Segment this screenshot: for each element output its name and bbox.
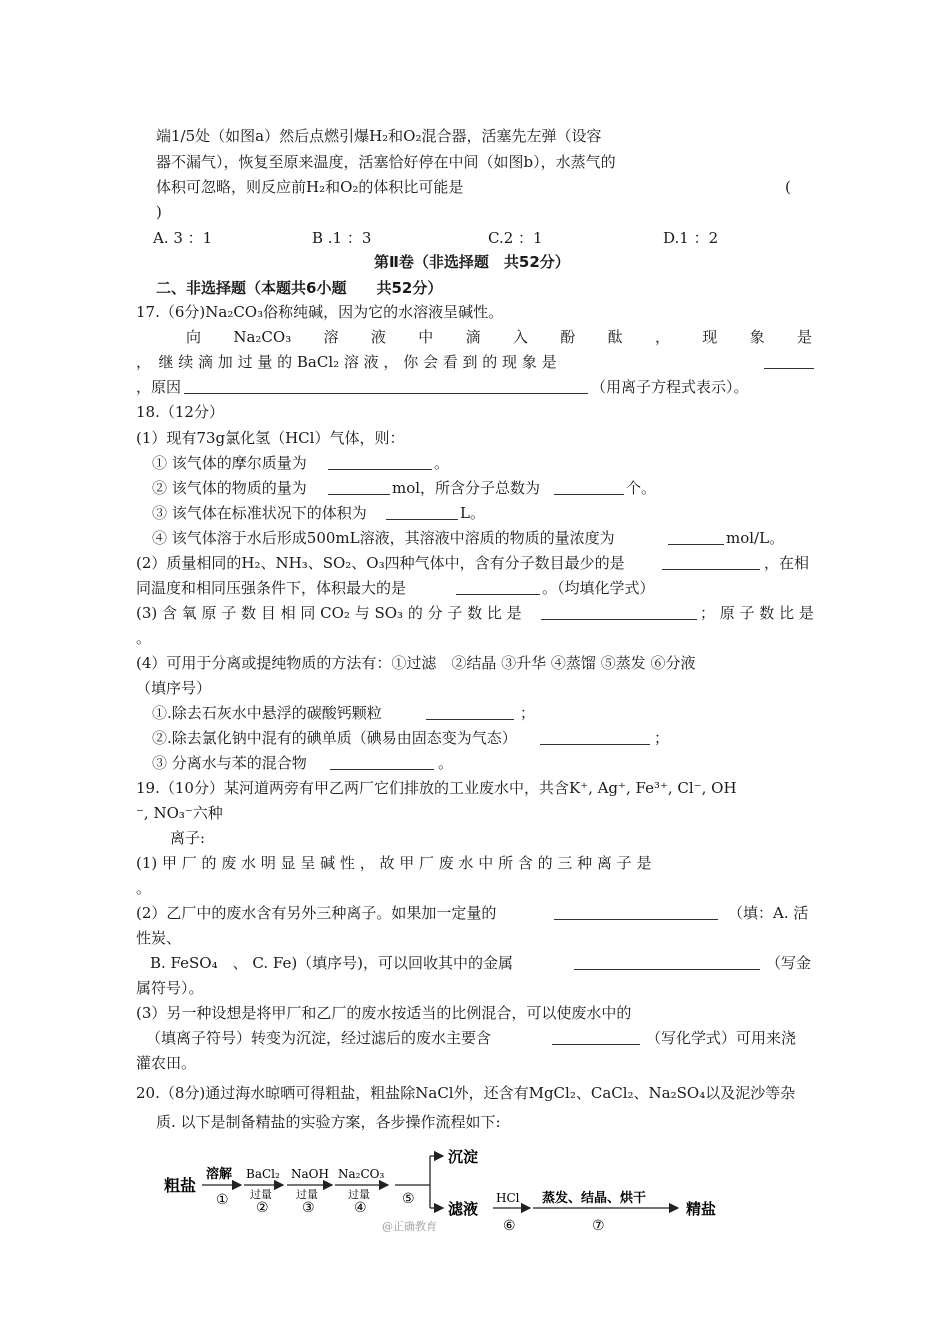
q18-1-1-end: 。 <box>434 454 450 472</box>
flow-s7-label: 蒸发、结晶、烘干 <box>542 1191 647 1206</box>
q18-4-3-blank[interactable] <box>330 754 434 770</box>
q18-2-blank-a[interactable] <box>662 554 760 570</box>
flow-s6-label: HCl <box>496 1191 520 1205</box>
flow-s1-label: 溶解 <box>206 1167 233 1182</box>
flow-precipitate: 沉淀 <box>448 1148 479 1166</box>
flow-end: 精盐 <box>686 1200 717 1218</box>
q16-paren-close: ) <box>156 203 162 221</box>
flow-s6-num: ⑥ <box>503 1218 516 1234</box>
q19-3-note: （写化学式）可用来浇 <box>646 1029 797 1047</box>
q17-head: 17.（6分)Na₂CO₃俗称纯碱，因为它的水溶液呈碱性。 <box>136 303 504 321</box>
q18-1-1: ① 该气体的摩尔质量为 <box>152 454 307 472</box>
q18-3-blank[interactable] <box>541 604 697 620</box>
q16-option-d: D.1 ：2 <box>663 229 719 247</box>
q18-1-4-blank[interactable] <box>668 529 724 545</box>
q19-head: 19.（10分）某河道两旁有甲乙两厂它们排放的工业废水中，共含K⁺, Ag⁺, Fe³⁺, Cl⁻, OH <box>136 779 737 797</box>
q18-1-2: ② 该气体的物质的量为 <box>152 479 307 497</box>
flow-s5-num: ⑤ <box>402 1191 415 1207</box>
q16-option-c: C.2 ：1 <box>488 229 543 247</box>
q16-line3: 体积可忽略，则反应前H₂和O₂的体积比可能是 <box>156 178 464 196</box>
watermark: @正确教育 <box>382 1220 437 1233</box>
q17-line2-word: 向 <box>186 328 202 346</box>
q19-2-end: 属符号）。 <box>136 979 204 997</box>
flow-filtrate: 滤液 <box>448 1200 479 1218</box>
q17-line2 <box>186 327 812 347</box>
q20-head: 20.（8分)通过海水晾晒可得粗盐，粗盐除NaCl外，还含有MgCl₂、CaCl₂、Na₂SO₄以及泥沙等杂 <box>136 1084 796 1102</box>
q18-4-3-end: 。 <box>438 754 454 772</box>
q17-line2-word: 象 <box>749 328 765 346</box>
q19-2-note2: 性炭、 <box>136 929 182 947</box>
q17-answer-blank-2[interactable] <box>184 378 588 394</box>
q17-line2-word: ， <box>654 328 670 346</box>
q18-4-1-blank[interactable] <box>426 704 514 720</box>
flow-start: 粗盐 <box>164 1176 197 1195</box>
q16-option-b: B .1 ：3 <box>312 229 372 247</box>
q19-2-blank-a[interactable] <box>554 904 718 920</box>
q19-3-end: 灌农田。 <box>136 1054 197 1072</box>
q18-2-mid: ，在相 <box>764 554 810 572</box>
process-flow-diagram <box>150 1140 750 1240</box>
q19-part2: (2）乙厂中的废水含有另外三种离子。如果加一定量的 <box>136 904 497 922</box>
q18-part4-note: （填序号） <box>136 679 212 697</box>
q18-1-3-blank[interactable] <box>386 504 458 520</box>
q18-4-1: ①.除去石灰水中悬浮的碳酸钙颗粒 <box>152 704 382 722</box>
q17-line3: ， 继 续 滴 加 过 量 的 BaCl₂ 溶 液 ， 你 会 看 到 的 现 象 是 <box>136 353 557 371</box>
q18-4-2-end: ； <box>654 729 670 747</box>
flow-s4-sub: 过量 <box>348 1188 370 1201</box>
q17-line2-word: 酚 <box>560 328 576 346</box>
flow-s4-label: Na₂CO₃ <box>338 1167 385 1181</box>
q18-4-1-end: ； <box>520 704 536 722</box>
q18-2-line2: 同温度和相同压强条件下，体积最大的是 <box>136 579 407 597</box>
q18-1-3: ③ 该气体在标准状况下的体积为 <box>152 504 367 522</box>
q18-1-4: ④ 该气体溶于水后形成500mL溶液，其溶液中溶质的物质的量浓度为 <box>152 529 615 547</box>
q18-1-2-blank-b[interactable] <box>554 479 624 495</box>
q17-answer-blank-1[interactable] <box>764 353 814 369</box>
q19-2-line3: B. FeSO₄ 、 C. Fe)（填序号)，可以回收其中的金属 <box>150 954 514 972</box>
q17-line2-word: 是 <box>796 328 812 346</box>
q17-line2-word: 酞 <box>607 328 623 346</box>
q20-head2: 质. 以下是制备精盐的实验方案，各步操作流程如下: <box>156 1113 501 1131</box>
q18-head: 18.（12分） <box>136 403 224 421</box>
q16-option-a: A. 3 ：1 <box>153 229 213 247</box>
flow-s2-sub: 过量 <box>250 1188 272 1201</box>
q19-head3: 离子: <box>170 829 206 847</box>
q19-part1-end: 。 <box>136 879 152 897</box>
q18-1-4-end: mol/L。 <box>726 529 785 547</box>
q19-part1: (1) 甲 厂 的 废 水 明 显 呈 碱 性 ， 故 甲 厂 废 水 中 所 含 的 三 种 离 子 是 <box>136 854 652 872</box>
q18-4-2-blank[interactable] <box>540 729 650 745</box>
q19-2-blank-b[interactable] <box>574 954 760 970</box>
q18-2-blank-b[interactable] <box>456 579 540 595</box>
q18-3-end: 。 <box>136 629 152 647</box>
q17-line2-word: 中 <box>418 328 434 346</box>
q18-1-2-end: 个。 <box>626 479 657 497</box>
q18-3-mid: ； 原 子 数 比 是 <box>700 604 814 622</box>
q19-3-blank[interactable] <box>552 1029 640 1045</box>
q18-4-3: ③ 分离水与苯的混合物 <box>152 754 307 772</box>
flow-s2-label: BaCl₂ <box>246 1167 280 1181</box>
q18-1-1-blank[interactable] <box>328 454 432 470</box>
q17-line2-word: 溶 <box>323 328 339 346</box>
q19-2-note3: （写金 <box>766 954 812 972</box>
q18-1-3-end: L。 <box>460 504 485 522</box>
q16-line1: 端1/5处（如图a）然后点燃引爆H₂和O₂混合器，活塞先左弹（设容 <box>156 127 602 145</box>
flow-s3-sub: 过量 <box>296 1188 318 1201</box>
flow-s3-label: NaOH <box>291 1167 329 1181</box>
q17-reason-label: ，原因 <box>136 378 182 396</box>
q18-part1: (1）现有73g氯化氢（HCl）气体，则： <box>136 429 405 447</box>
q16-paren-open: ( <box>785 178 791 196</box>
q18-2-end: 。（均填化学式） <box>542 579 655 597</box>
q17-line2-word: 现 <box>702 328 718 346</box>
flow-s2-num: ② <box>256 1200 269 1216</box>
q18-part2: (2）质量相同的H₂、NH₃、SO₂、O₃四种气体中，含有分子数目最少的是 <box>136 554 625 572</box>
flow-s7-num: ⑦ <box>592 1218 605 1234</box>
q18-part4: (4）可用于分离或提纯物质的方法有：①过滤 ②结晶 ③升华 ④蒸馏 ⑤蒸发 ⑥分液 <box>136 654 696 672</box>
q18-4-2: ②.除去氯化钠中混有的碘单质（碘易由固态变为气态） <box>152 729 517 747</box>
section-title: 第Ⅱ卷（非选择题 共52分） <box>374 253 570 271</box>
q19-3-line2: （填离子符号）转变为沉淀，经过滤后的废水主要含 <box>146 1029 492 1047</box>
flow-s3-num: ③ <box>302 1200 315 1216</box>
q19-head2: ⁻, NO₃⁻六种 <box>136 804 223 822</box>
flow-s1-num: ① <box>216 1192 229 1208</box>
flow-s4-num: ④ <box>354 1200 367 1216</box>
q19-2-note: （填：A. 活 <box>728 904 809 922</box>
q17-line2-word: 液 <box>370 328 386 346</box>
q18-part3: (3) 含 氧 原 子 数 目 相 同 CO₂ 与 SO₃ 的 分 子 数 比 是 <box>136 604 522 622</box>
q17-line2-word: 滴 <box>465 328 481 346</box>
q17-line2-word: 入 <box>512 328 528 346</box>
q18-1-2-mid: mol，所含分子总数为 <box>392 479 541 497</box>
section-subtitle: 二、非选择题（本题共6小题 共52分） <box>156 279 443 297</box>
q17-reason-suffix: （用离子方程式表示）。 <box>591 378 749 396</box>
q18-1-2-blank-a[interactable] <box>328 479 390 495</box>
q17-line2-word: Na₂CO₃ <box>233 328 292 346</box>
q19-part3: (3）另一种设想是将甲厂和乙厂的废水按适当的比例混合，可以使废水中的 <box>136 1004 632 1022</box>
q16-line2: 器不漏气），恢复至原来温度，活塞恰好停在中间（如图b），水蒸气的 <box>156 153 616 171</box>
